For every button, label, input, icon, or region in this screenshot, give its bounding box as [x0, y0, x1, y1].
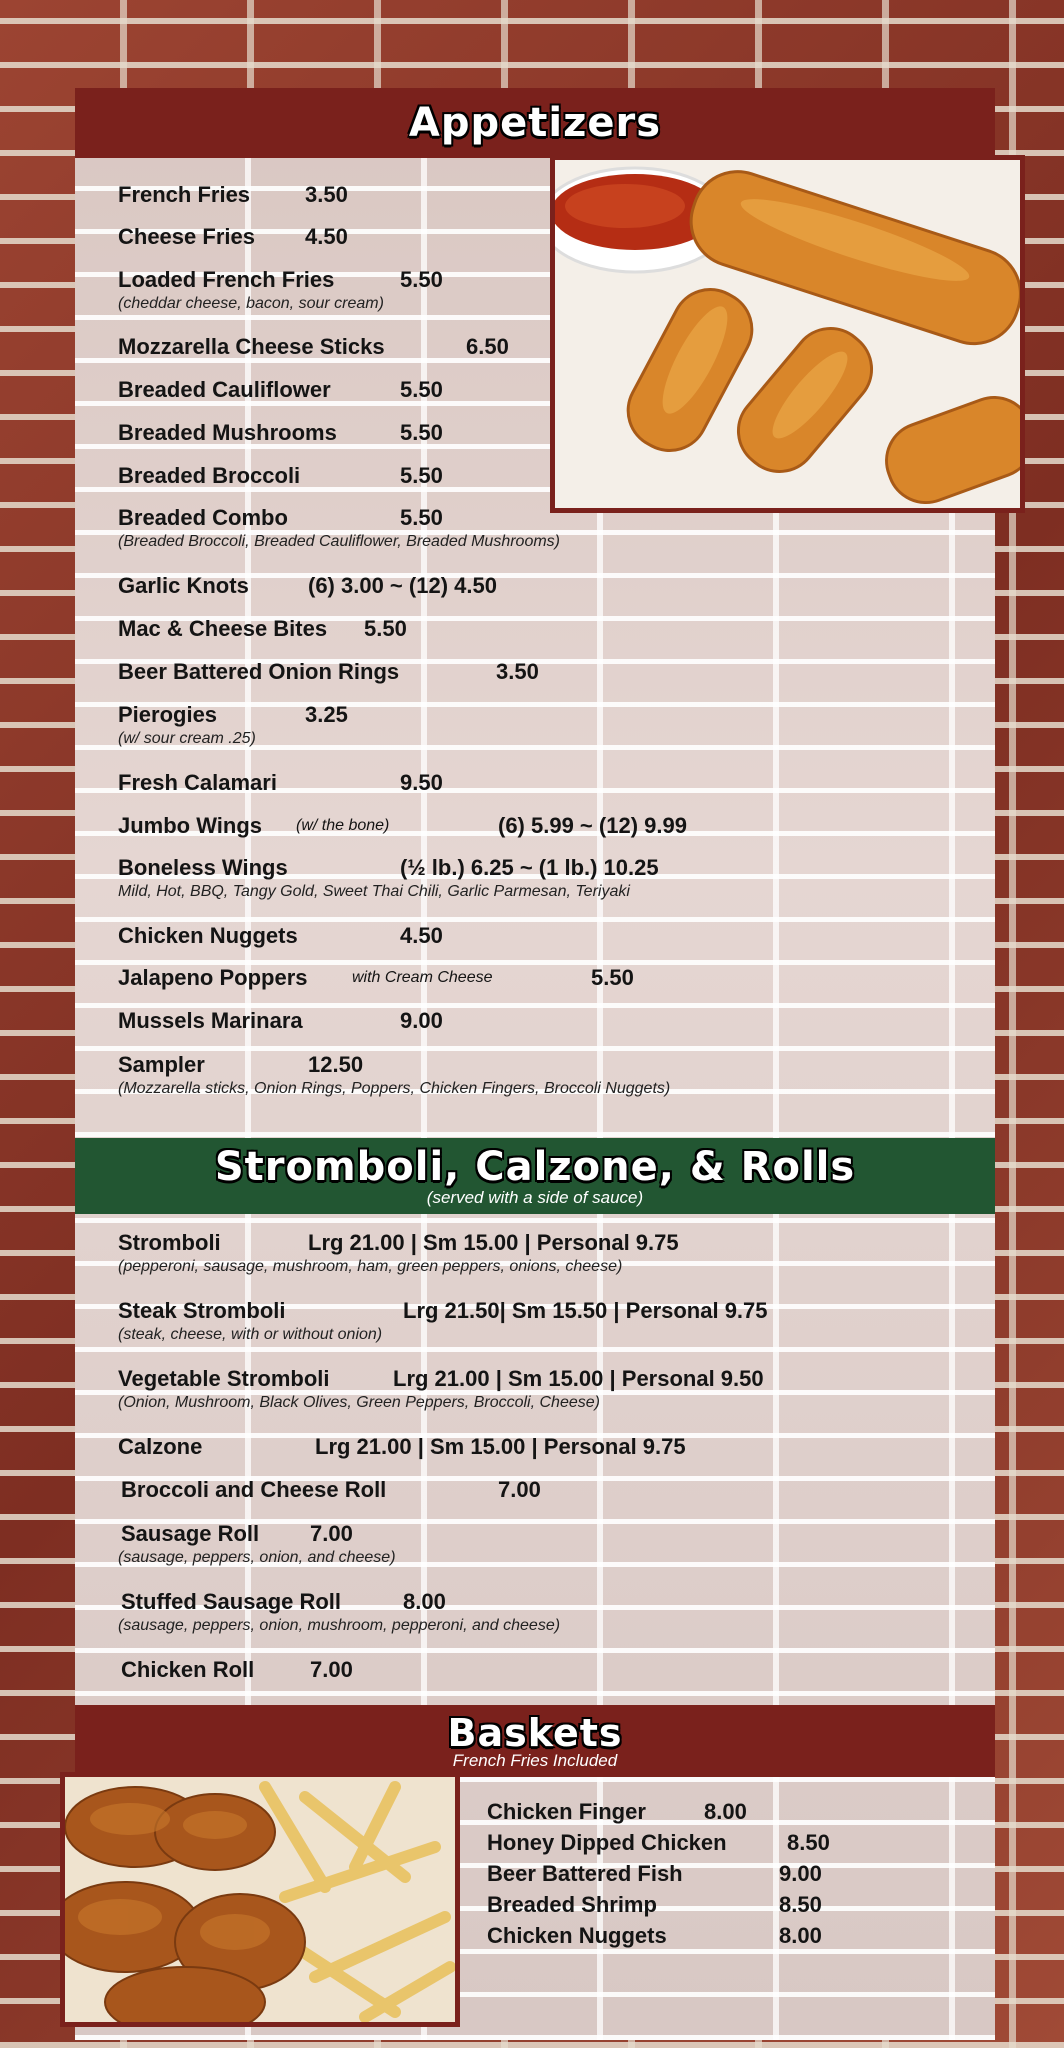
item-description: Mild, Hot, BBQ, Tangy Gold, Sweet Thai Chili, Garlic Parmesan, Teriyaki [118, 883, 630, 900]
item-name: Mussels Marinara [118, 1008, 303, 1033]
item-description: (cheddar cheese, bacon, sour cream) [118, 295, 384, 312]
item-price: 9.00 [400, 1008, 443, 1033]
item-name: Steak Stromboli [118, 1298, 286, 1323]
item-name: Stuffed Sausage Roll [121, 1589, 342, 1614]
item-price: 5.50 [400, 267, 443, 292]
stromboli-header [75, 1138, 995, 1214]
item-price: 3.50 [305, 182, 348, 207]
item-name: Fresh Calamari [118, 770, 277, 795]
item-price: (6) 3.00 ~ (12) 4.50 [308, 573, 497, 598]
item-price: 5.50 [400, 463, 443, 488]
item-name: Chicken Finger [487, 1799, 646, 1824]
item-price: 6.50 [466, 334, 509, 359]
appetizers-title: Appetizers [408, 100, 662, 146]
item-price: 7.00 [310, 1657, 353, 1682]
item-price: 5.50 [364, 616, 407, 641]
item-name: Chicken Nuggets [118, 923, 298, 948]
item-description: (steak, cheese, with or without onion) [118, 1326, 383, 1343]
item-name: Breaded Combo [118, 505, 288, 530]
item-price: (6) 5.99 ~ (12) 9.99 [498, 813, 687, 838]
item-name: Breaded Cauliflower [118, 377, 331, 402]
item-price: 4.50 [400, 923, 443, 948]
item-name: Jalapeno Poppers [118, 965, 308, 990]
item-price: 5.50 [400, 505, 443, 530]
item-price: 9.50 [400, 770, 443, 795]
item-description: (Mozzarella sticks, Onion Rings, Poppers, Chicken Fingers, Broccoli Nuggets) [118, 1080, 671, 1097]
item-description: (Breaded Broccoli, Breaded Cauliflower, Breaded Mushrooms) [118, 533, 560, 550]
item-price: 8.00 [403, 1589, 446, 1614]
item-price: 3.50 [496, 659, 539, 684]
item-name: Sausage Roll [121, 1521, 260, 1546]
item-note: with Cream Cheese [352, 969, 493, 986]
item-price: 8.00 [779, 1923, 822, 1948]
item-price: 9.00 [779, 1861, 822, 1886]
item-price: Lrg 21.50| Sm 15.50 | Personal 9.75 [403, 1298, 768, 1323]
item-name: Vegetable Stromboli [118, 1366, 330, 1391]
item-name: Chicken Roll [121, 1657, 255, 1682]
item-name: Garlic Knots [118, 573, 249, 598]
item-name: French Fries [118, 182, 251, 207]
item-name: Sampler [118, 1052, 205, 1077]
item-name: Mozzarella Cheese Sticks [118, 334, 385, 359]
item-price: 5.50 [591, 965, 634, 990]
appetizers-header [75, 88, 995, 158]
stromboli-title: Stromboli, Calzone, & Rolls [214, 1144, 856, 1190]
item-price: 5.50 [400, 377, 443, 402]
item-name: Breaded Broccoli [118, 463, 301, 488]
item-name: Calzone [118, 1434, 203, 1459]
item-price: Lrg 21.00 | Sm 15.00 | Personal 9.75 [315, 1434, 686, 1459]
chicken-fingers-photo [60, 1772, 460, 2027]
item-price: Lrg 21.00 | Sm 15.00 | Personal 9.50 [393, 1366, 764, 1391]
baskets-header [75, 1705, 995, 1777]
item-name: Breaded Mushrooms [118, 420, 337, 445]
item-description: (Onion, Mushroom, Black Olives, Green Peppers, Broccoli, Cheese) [118, 1394, 600, 1411]
item-name: Loaded French Fries [118, 267, 335, 292]
item-name: Pierogies [118, 702, 218, 727]
item-name: Breaded Shrimp [487, 1892, 657, 1917]
baskets-subtitle: French Fries Included [452, 1751, 618, 1770]
item-price: Lrg 21.00 | Sm 15.00 | Personal 9.75 [308, 1230, 679, 1255]
item-price: 7.00 [498, 1477, 541, 1502]
item-name: Mac & Cheese Bites [118, 616, 328, 641]
item-description: (w/ sour cream .25) [118, 730, 256, 747]
item-note: (w/ the bone) [296, 817, 390, 834]
item-price: 12.50 [308, 1052, 364, 1077]
stromboli-subtitle: (served with a side of sauce) [426, 1188, 644, 1207]
item-description: (sausage, peppers, onion, mushroom, pepperoni, and cheese) [118, 1617, 561, 1634]
item-name: Chicken Nuggets [487, 1923, 667, 1948]
item-name: Beer Battered Fish [487, 1861, 683, 1886]
item-name: Honey Dipped Chicken [487, 1830, 727, 1855]
item-name: Cheese Fries [118, 224, 255, 249]
item-name: Boneless Wings [118, 855, 288, 880]
item-price: 7.00 [310, 1521, 353, 1546]
item-name: Jumbo Wings [118, 813, 263, 838]
item-price: 8.50 [787, 1830, 830, 1855]
item-price: (½ lb.) 6.25 ~ (1 lb.) 10.25 [400, 855, 659, 880]
mozzarella-sticks-photo [550, 155, 1025, 513]
item-price: 4.50 [305, 224, 348, 249]
item-name: Broccoli and Cheese Roll [121, 1477, 387, 1502]
baskets-title: Baskets [447, 1711, 623, 1755]
item-price: 8.00 [704, 1799, 747, 1824]
item-price: 5.50 [400, 420, 443, 445]
item-name: Stromboli [118, 1230, 221, 1255]
item-name: Beer Battered Onion Rings [118, 659, 400, 684]
item-description: (pepperoni, sausage, mushroom, ham, green peppers, onions, cheese) [118, 1258, 623, 1275]
item-price: 3.25 [305, 702, 348, 727]
item-description: (sausage, peppers, onion, and cheese) [118, 1549, 396, 1566]
item-price: 8.50 [779, 1892, 822, 1917]
